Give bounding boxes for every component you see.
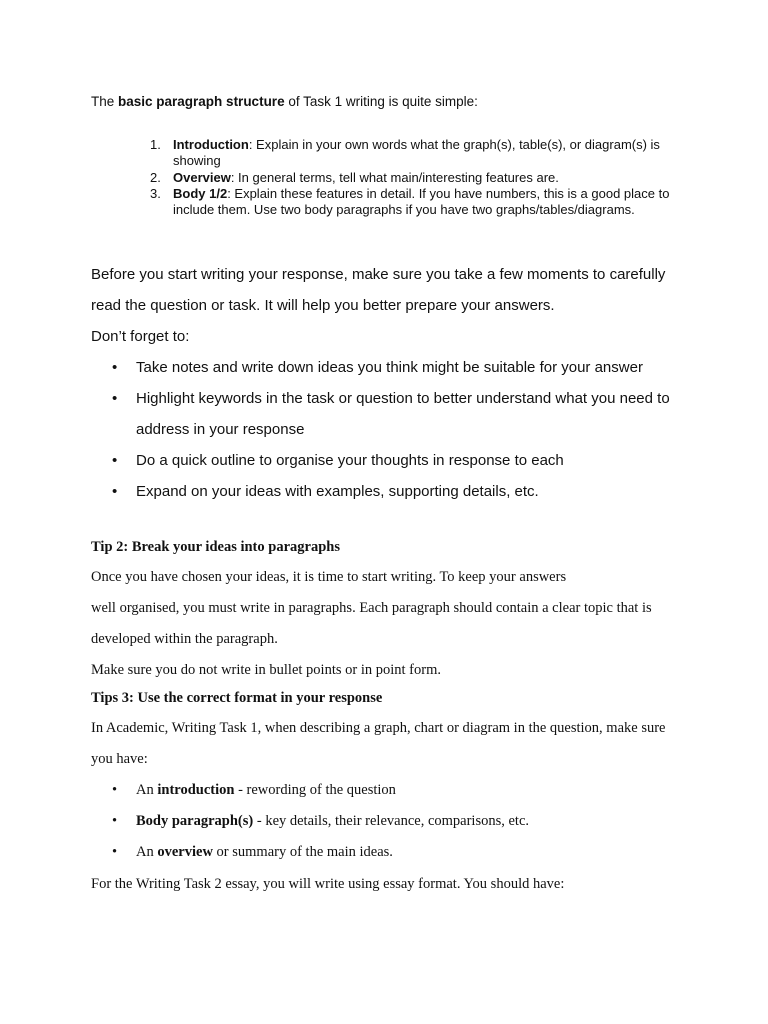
list-item: • An overview or summary of the main ideas. xyxy=(112,844,393,860)
structure-item: 1. Introduction: Explain in your own words what the graph(s), table(s), or diagram(s) is showing xyxy=(150,137,660,169)
dont-forget-label: Don’t forget to: xyxy=(91,328,190,345)
tip2-heading: Tip 2: Break your ideas into paragraphs xyxy=(91,539,340,555)
intro-bold-term: basic paragraph structure xyxy=(118,94,285,109)
intro-sentence: The basic paragraph structure of Task 1 writing is quite simple: xyxy=(91,94,478,109)
list-item: • Expand on your ideas with examples, supporting details, etc. xyxy=(112,483,539,500)
structure-list xyxy=(150,137,690,218)
tip3-closing: For the Writing Task 2 essay, you will write using essay format. You should have: xyxy=(91,876,565,892)
tip2-line3: Make sure you do not write in bullet points or in point form. xyxy=(91,662,441,678)
prep-paragraph: Before you start writing your response, make sure you take a few moments to carefully read the question or task. It will help you better prepare your answers. xyxy=(91,266,666,314)
tip3-heading: Tips 3: Use the correct format in your response xyxy=(91,690,383,706)
tip2-line2: well organised, you must write in paragraphs. Each paragraph should contain a clear topic that is developed within the paragraph. xyxy=(91,600,652,647)
list-item: • Highlight keywords in the task or question to better understand what you need to address in your response xyxy=(112,390,670,438)
list-item: • Take notes and write down ideas you think might be suitable for your answer xyxy=(112,359,643,376)
tip3-paragraph: In Academic, Writing Task 1, when describing a graph, chart or diagram in the question, make sure you have: xyxy=(91,720,666,767)
tip3-bullet-list xyxy=(110,775,710,868)
list-item: • Do a quick outline to organise your thoughts in response to each xyxy=(112,452,564,469)
list-item: • An introduction - rewording of the question xyxy=(112,782,396,798)
tip2-line1: Once you have chosen your ideas, it is time to start writing. To keep your answers xyxy=(91,569,567,585)
structure-item: 3. Body 1/2: Explain these features in detail. If you have numbers, this is a good place to include them. Use two body paragraphs if you have two graphs/tables/diagrams. xyxy=(150,185,670,218)
prep-bullet-list xyxy=(110,352,710,507)
list-item: • Body paragraph(s) - key details, their relevance, comparisons, etc. xyxy=(112,813,530,829)
structure-item: 2. Overview: In general terms, tell what main/interesting features are. xyxy=(150,169,559,185)
